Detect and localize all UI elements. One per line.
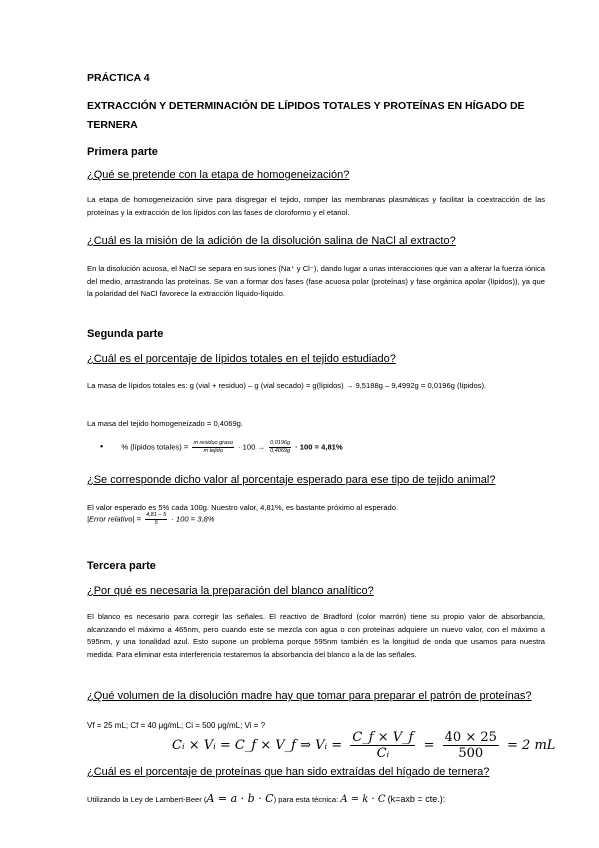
formula-result: · 100 = 4,81% bbox=[295, 442, 343, 452]
part3-question-1: ¿Por qué es necesaria la preparación del blanco analítico? bbox=[87, 585, 374, 597]
formula-fraction-2: $\frac{0,0196g}{0,4069g}$ bbox=[270, 440, 291, 454]
part2-question-1: ¿Cuál es el porcentaje de lípidos totales en el tejido estudiado? bbox=[87, 353, 396, 365]
formula-label: % (lípidos totales) = bbox=[121, 442, 189, 452]
relative-error-formula: |Error relativo| = $\frac{4,81 - 5}{5}$ · 100 = 3,8% bbox=[87, 512, 215, 526]
part1-answer-1: La etapa de homogeneización sirve para disgregar el tejido, romper las membranas plasmáticas y facilitar la coextracción de las proteínas y la extracción de los lípidos con las fases de cloroformo y el etanol. bbox=[87, 195, 545, 217]
error-fraction: $\frac{4,81 - 5}{5}$ bbox=[146, 512, 167, 526]
part2-question-2: ¿Se corresponde dicho valor al porcentaje esperado para ese tipo de tejido animal? bbox=[87, 474, 496, 486]
part1-heading: Primera parte bbox=[87, 146, 158, 158]
part3-question-2: ¿Qué volumen de la disolución madre hay que tomar para preparar el patrón de proteínas? bbox=[87, 690, 532, 702]
tissue-mass-line: La masa del tejido homogeneizado = 0,4069g. bbox=[87, 419, 243, 428]
formula-fraction-1: $\frac{\text{m residuo graso}}{\text{m tejido}}$ bbox=[193, 440, 233, 454]
given-data-line: Vf = 25 mL; Cf = 40 μg/mL; Ci = 500 μg/mL; Vi = ? bbox=[87, 721, 266, 730]
part2-heading: Segunda parte bbox=[87, 328, 164, 340]
lipid-mass-line: La masa de lípidos totales es: g (vial + residuo) – g (vial secado) = g(lípidos) → 9,5188g – 9,4992g = 0,0196g (lípidos). bbox=[87, 381, 487, 390]
lambert-beer-line: Utilizando la Ley de Lambert-Beer (A = a · b · C) para esta técnica: A = k · C (k=axb = cte.): bbox=[87, 792, 446, 805]
part3-heading: Tercera parte bbox=[87, 560, 156, 572]
bullet-icon: • bbox=[100, 441, 104, 452]
part3-question-3: ¿Cuál es el porcentaje de proteínas que han sido extraídas del hígado de ternera? bbox=[87, 766, 490, 778]
document-title: EXTRACCIÓN Y DETERMINACIÓN DE LÍPIDOS TOTALES Y PROTEÍNAS EN HÍGADO DE TERNERA bbox=[87, 100, 525, 131]
part1-question-2: ¿Cuál es la misión de la adición de la disolución salina de NaCl al extracto? bbox=[87, 235, 456, 247]
equation-fraction-1: $\frac{C\_f \times V\_f}{\text{Cᵢ}}$ bbox=[352, 730, 414, 761]
lipid-percentage-formula: • % (lípidos totales) = $\frac{\text{m residuo graso}}{\text{m tejido}}$ · 100 → $\frac{0,0196g}{0,4069g}$ · 100 = 4,81% bbox=[100, 440, 343, 454]
part2-answer-2: El valor esperado es 5% cada 100g. Nuestro valor, 4,81%, es bastante próximo al esperado. bbox=[87, 503, 399, 512]
part1-answer-2: En la disolución acuosa, el NaCl se separa en sus iones (Na⁺ y Cl⁻), dando lugar a unas interacciones que van a alterar la fuerza iónica del medio, arrastrando las proteínas. Se van a formar dos fases (fase acuosa polar (proteínas) y fase orgánica apolar (lípidos)), ya que la polaridad del NaCl favorece la extracción líquido-líquido. bbox=[87, 264, 545, 299]
practice-number: PRÁCTICA 4 bbox=[87, 72, 150, 84]
part3-answer-1: El blanco es necesario para corregir las señales. El reactivo de Bradford (color marrón) tiene su propio valor de absorbancia, alcanzando el máximo a 465nm, pero cuando este se mezcla con agua o con proteínas adquiere un nuevo valor, con el máximo a 595nm, y una tonalidad azul. Esto supone un problema porque 595nm también es la longitud de onda que usamos para nuestra medida. Para eliminar esta interferencia restaremos la absorbancia del blanco a la de las señales. bbox=[87, 612, 545, 659]
dilution-equation: Cᵢ × Vᵢ = C_f × V_f ⇒ Vᵢ = $\frac{C\_f \times V\_f}{\text{Cᵢ}}$ = $\frac{40 \times 25}{500}$ = 2 mL bbox=[172, 730, 556, 761]
equation-fraction-2: $\frac{40 \times 25}{500}$ bbox=[444, 730, 497, 761]
part1-question-1: ¿Qué se pretende con la etapa de homogeneización? bbox=[87, 169, 350, 181]
